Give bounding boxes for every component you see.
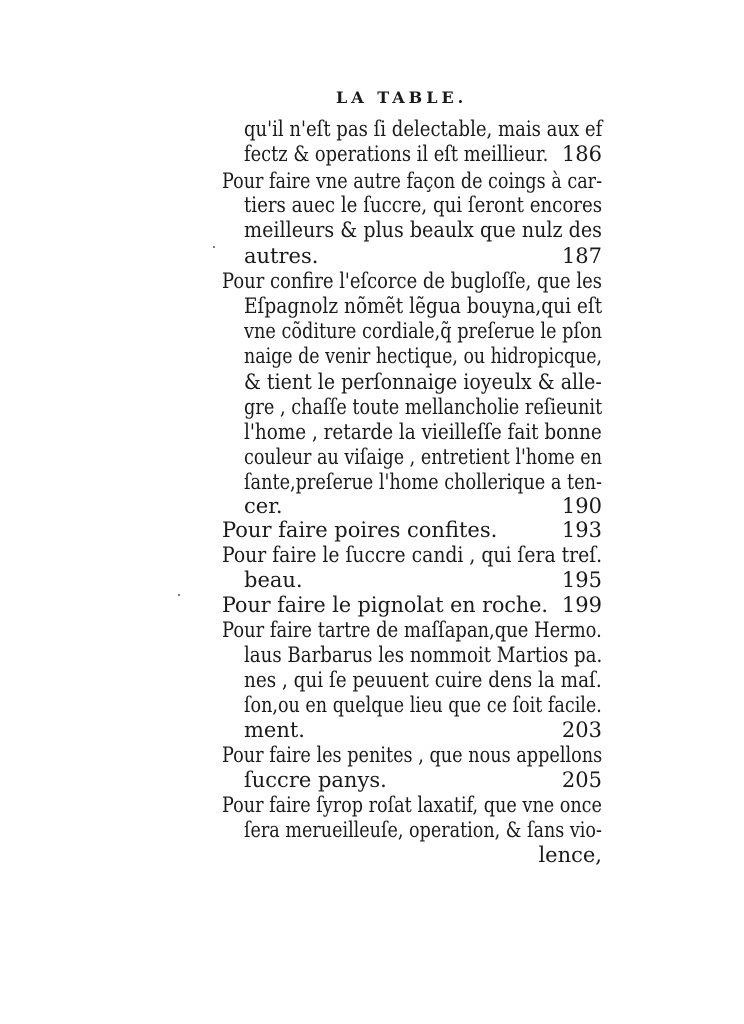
table-entry-start	[222, 618, 602, 642]
table-line	[244, 718, 602, 742]
table-line	[244, 244, 602, 268]
line-text: ſera merueilleuſe, operation, & ſans vio-	[244, 818, 602, 842]
line-text: Pour confire l'eſcorce de bugloſſe, que les	[222, 269, 602, 293]
line-text: ſante,preſerue l'home chollerique a ten-	[244, 470, 602, 494]
table-line	[244, 445, 602, 469]
line-text: nes , qui ſe peuuent cuire dens la maſ.	[244, 668, 602, 692]
line-text: Pour faire tartre de maſſapan,que Hermo.	[222, 618, 602, 642]
line-text: naige de venir hectique, ou hidropicque,	[244, 344, 603, 368]
table-entry-start	[222, 169, 602, 193]
page-number: 203	[561, 718, 602, 742]
line-text: autres.	[244, 244, 319, 268]
running-header: LA TABLE.	[336, 88, 468, 107]
line-text: Pour faire ſyrop roſat laxatif, que vne once	[222, 793, 602, 817]
line-text: Pour faire le pignolat en roche.	[222, 593, 548, 617]
line-text: ſon,ou en quelque lieu que ce ſoit facile.	[244, 693, 602, 717]
line-text: ſuccre panys.	[244, 768, 387, 792]
table-entry-start	[222, 269, 602, 293]
table-line	[244, 370, 602, 394]
line-text: laus Barbarus les nommoit Martios pa.	[244, 643, 603, 667]
table-line	[244, 319, 602, 343]
table-line	[244, 668, 602, 692]
ink-speck	[178, 594, 180, 596]
line-text: beau.	[244, 568, 303, 592]
catchword: lence,	[538, 843, 602, 867]
page-number: 190	[561, 494, 602, 518]
ink-speck	[213, 246, 215, 248]
table-line	[244, 117, 602, 141]
line-text: Eſpagnolz nõmẽt lẽgua bouyna,qui eſt	[244, 294, 603, 318]
table-entry-start	[222, 593, 602, 617]
page-number: 199	[561, 593, 602, 617]
table-entry-start	[222, 543, 602, 567]
line-text: vne cõditure cordiale,q̃ preſerue le pſon	[244, 319, 603, 343]
table-line	[244, 420, 602, 444]
table-line	[244, 568, 602, 592]
line-text: & tient le perſonnaige ioyeulx & alle-	[244, 370, 602, 394]
table-entry-start	[222, 793, 602, 817]
table-entry-start	[222, 743, 602, 767]
table-line	[244, 142, 602, 166]
line-text: Pour faire poires confites.	[222, 518, 498, 542]
line-text: Pour faire vne autre façon de coings à car-	[222, 169, 603, 193]
line-text: qu'il n'eſt pas ſi delectable, mais aux ef	[244, 117, 603, 141]
page-number: 186	[561, 142, 602, 166]
table-line	[244, 344, 602, 368]
line-text: fectz & operations il eſt meillieur.	[244, 142, 549, 166]
line-text: Pour faire les penites , que nous appellons	[222, 743, 603, 767]
table-line	[244, 470, 602, 494]
line-text: tiers auec le ſuccre, qui ſeront encores	[244, 193, 603, 217]
table-line	[244, 193, 602, 217]
page-number: 195	[561, 568, 602, 592]
table-line	[244, 643, 602, 667]
table-entry-start	[222, 518, 602, 542]
line-text: gre , chaſſe toute mellancholie reſieunit	[244, 395, 603, 419]
page-number: 205	[561, 768, 602, 792]
table-line	[244, 395, 602, 419]
line-text: meilleurs & plus beaulx que nulz des	[244, 218, 602, 242]
line-text: cer.	[244, 494, 283, 518]
table-line	[244, 818, 602, 842]
line-text: l'home , retarde la vieilleſſe fait bonne	[244, 420, 602, 444]
line-text: Pour faire le ſuccre candi , qui ſera treſ.	[222, 543, 603, 567]
table-line	[244, 218, 602, 242]
table-line	[244, 693, 602, 717]
page-number: 193	[561, 518, 602, 542]
line-text: couleur au viſaige , entretient l'home en	[244, 445, 603, 469]
table-line	[244, 294, 602, 318]
page-number: 187	[561, 244, 602, 268]
table-line	[244, 768, 602, 792]
line-text: ment.	[244, 718, 305, 742]
table-line	[244, 494, 602, 518]
